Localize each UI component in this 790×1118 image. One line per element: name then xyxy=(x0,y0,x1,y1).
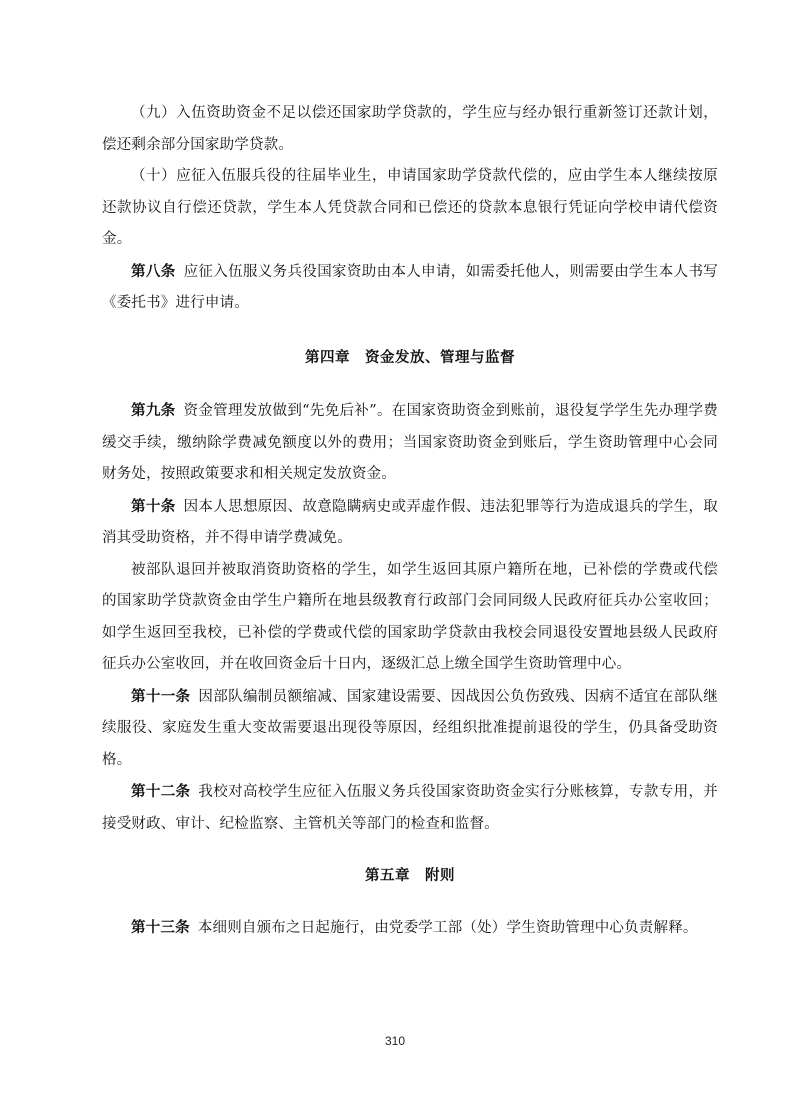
paragraph-item-10 xyxy=(102,161,718,256)
document-body xyxy=(102,98,718,944)
article-heading: 第八条 xyxy=(131,262,176,280)
article-8 xyxy=(102,256,718,320)
paragraph-text: 我校对高校学生应征入伍服义务兵役国家资助资金实行分账核算，专款专用，并接受财政、审计、纪检监察、主管机关等部门的检查和监督。 xyxy=(102,784,718,832)
article-heading: 第十二条 xyxy=(131,783,191,800)
paragraph-text: 被部队退回并被取消资助资格的学生，如学生返回其原户籍所在地，已补偿的学费或代偿的国家助学贷款资金由学生户籍所在地县级教育行政部门会同同级人民政府征兵办公室收回；如学生返回至我校，已补偿的学费或代偿的国家助学贷款由我校会同退役安置地县级人民政府征兵办公室收回，并在收回资金后十日内，逐级汇总上缴全国学生资助管理中心。 xyxy=(102,561,718,672)
article-heading: 第十三条 xyxy=(131,918,190,936)
paragraph-text: 本细则自颁布之日起施行，由党委学工部（处）学生资助管理中心负责解释。 xyxy=(197,919,698,936)
article-heading: 第十条 xyxy=(131,497,176,515)
article-13 xyxy=(102,912,718,945)
paragraph-text: 应征入伍服义务兵役国家资助由本人申请，如需委托他人，则需要由学生本人书写《委托书》进行申请。 xyxy=(102,263,718,311)
page-number: 310 xyxy=(384,1034,406,1048)
paragraph-text: 因部队编制员额缩减、国家建设需要、因战因公负伤致残、因病不适宜在部队继续服役、家庭发生重大变故需要退出现役等原因，经组织批准提前退役的学生，仍具备受助资格。 xyxy=(102,688,718,768)
paragraph-text: （十）应征入伍服兵役的往届毕业生，申请国家助学贷款代偿的，应由学生本人继续按原还款协议自行偿还贷款，学生本人凭贷款合同和已偿还的贷款本息银行凭证向学校申请代偿资金。 xyxy=(102,168,718,247)
chapter-heading-4: 第四章 资金发放、管理与监督 xyxy=(305,348,515,366)
article-11 xyxy=(102,681,718,777)
paragraph-text: 资金管理发放做到“先免后补”。在国家资助资金到账前，退役复学学生先办理学费缓交手续，缴纳除学费减免额度以外的费用；当国家资助资金到账后，学生资助管理中心会同财务处，按照政策要求和相关规定发放资金。 xyxy=(102,403,718,482)
chapter-heading-5: 第五章 附则 xyxy=(365,867,455,884)
article-heading: 第十一条 xyxy=(131,687,191,705)
paragraph-item-9 xyxy=(102,98,718,161)
paragraph-text: 因本人思想原因、故意隐瞒病史或弄虚作假、违法犯罪等行为造成退兵的学生，取消其受助资格，并不得申请学费减免。 xyxy=(102,498,718,546)
article-12 xyxy=(102,776,718,840)
article-heading: 第九条 xyxy=(131,402,176,419)
paragraph-text: （九）入伍资助资金不足以偿还国家助学贷款的，学生应与经办银行重新签订还款计划，偿还剩余部分国家助学贷款。 xyxy=(102,105,718,153)
article-10 xyxy=(102,491,718,555)
paragraph-recovery xyxy=(102,555,718,681)
article-9 xyxy=(102,395,718,491)
